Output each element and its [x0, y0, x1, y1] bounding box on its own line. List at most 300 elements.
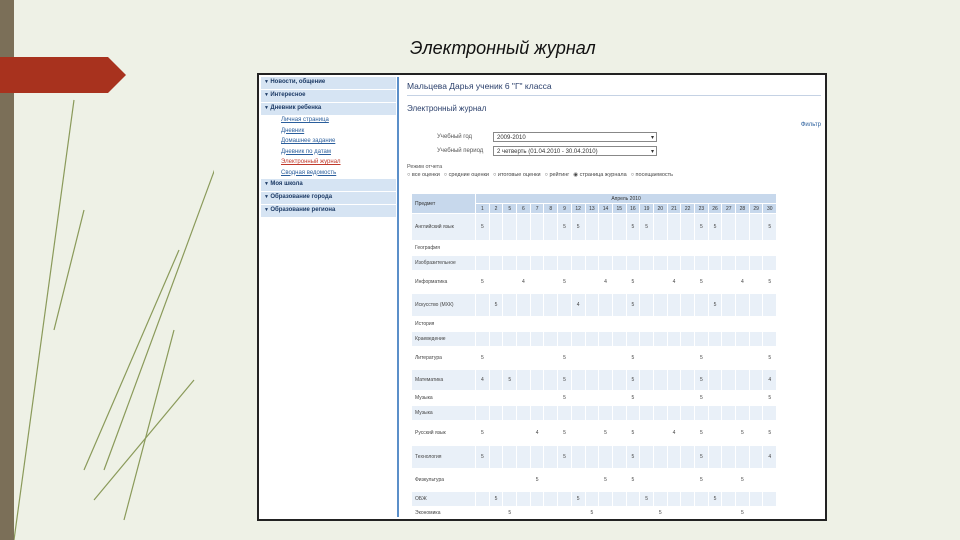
grade-cell	[681, 294, 695, 317]
grade-cell	[489, 347, 503, 370]
day-header-23: 23	[695, 204, 709, 214]
grade-cell[interactable]: 4	[667, 421, 681, 446]
grade-cell	[517, 391, 531, 406]
grade-cell	[476, 317, 490, 332]
grade-cell	[749, 317, 763, 332]
grade-cell	[708, 271, 722, 294]
grade-cell[interactable]: 5	[476, 271, 490, 294]
grade-cell	[626, 507, 640, 520]
mode-radio-2[interactable]: ○ итоговые оценки	[493, 172, 541, 178]
grade-cell	[626, 332, 640, 347]
grade-cell[interactable]: 5	[695, 271, 709, 294]
subject-cell: Искусство (МХК)	[412, 294, 476, 317]
grade-cell[interactable]: 5	[736, 421, 750, 446]
grade-cell	[571, 317, 585, 332]
grade-cell[interactable]: 5	[626, 421, 640, 446]
grade-cell	[544, 332, 558, 347]
grade-cell	[489, 317, 503, 332]
grade-cell	[530, 492, 544, 507]
grade-cell	[708, 241, 722, 256]
grade-cell	[749, 391, 763, 406]
grade-cell[interactable]: 5	[558, 370, 572, 391]
grade-cell	[517, 256, 531, 271]
subject-cell: История	[412, 317, 476, 332]
table-row	[412, 507, 777, 520]
grade-cell[interactable]: 5	[695, 421, 709, 446]
grade-cell	[585, 370, 599, 391]
grade-cell	[558, 492, 572, 507]
grade-cell[interactable]: 5	[695, 391, 709, 406]
grade-cell[interactable]: 5	[476, 446, 490, 469]
grade-cell	[612, 492, 626, 507]
grade-cell	[708, 446, 722, 469]
grade-cell	[503, 241, 517, 256]
grade-cell	[653, 214, 667, 241]
grade-cell	[626, 406, 640, 421]
grade-cell	[612, 294, 626, 317]
day-header-5: 5	[503, 204, 517, 214]
grade-cell	[517, 406, 531, 421]
day-header-6: 6	[517, 204, 531, 214]
grade-cell	[476, 507, 490, 520]
grade-cell	[503, 271, 517, 294]
grade-cell	[681, 507, 695, 520]
table-row	[412, 317, 777, 332]
grade-cell	[599, 214, 613, 241]
grade-cell[interactable]: 5	[736, 469, 750, 492]
grade-cell	[503, 391, 517, 406]
grade-cell	[599, 317, 613, 332]
day-header-16: 16	[626, 204, 640, 214]
grade-cell	[585, 317, 599, 332]
sidebar-divider	[397, 77, 399, 517]
day-header-27: 27	[722, 204, 736, 214]
grade-cell	[667, 446, 681, 469]
grade-cell	[612, 446, 626, 469]
grade-cell	[681, 347, 695, 370]
grade-cell	[763, 469, 777, 492]
mode-radio-5[interactable]: ○ посещаемость	[630, 172, 674, 178]
grade-cell	[503, 492, 517, 507]
grade-cell	[763, 317, 777, 332]
sidebar-section-2[interactable]: ▼ Дневник ребенка	[261, 103, 396, 116]
grade-cell[interactable]: 5	[558, 214, 572, 241]
grade-cell	[612, 214, 626, 241]
grade-cell	[653, 370, 667, 391]
grade-cell[interactable]: 5	[626, 446, 640, 469]
grade-cell[interactable]: 4	[517, 271, 531, 294]
grade-cell	[653, 421, 667, 446]
grade-cell	[722, 469, 736, 492]
subject-cell: Экономика	[412, 507, 476, 520]
grade-cell	[612, 406, 626, 421]
grade-cell	[722, 421, 736, 446]
grade-cell	[530, 214, 544, 241]
grade-cell	[681, 469, 695, 492]
grade-cell	[544, 446, 558, 469]
grade-cell	[722, 271, 736, 294]
grade-cell[interactable]: 5	[530, 469, 544, 492]
grade-cell	[749, 421, 763, 446]
grade-cell[interactable]: 4	[476, 370, 490, 391]
grade-cell[interactable]: 4	[736, 271, 750, 294]
day-header-28: 28	[736, 204, 750, 214]
subject-cell: Музыка	[412, 406, 476, 421]
grade-cell	[749, 492, 763, 507]
subject-cell: Математика	[412, 370, 476, 391]
grade-cell	[653, 241, 667, 256]
grade-cell	[599, 347, 613, 370]
grade-cell	[530, 406, 544, 421]
grade-cell	[667, 317, 681, 332]
grade-cell[interactable]: 5	[599, 469, 613, 492]
grade-cell[interactable]: 5	[708, 492, 722, 507]
grade-cell	[571, 271, 585, 294]
grade-cell	[530, 507, 544, 520]
grade-cell	[517, 492, 531, 507]
year-select[interactable]: 2009-2010 ▾	[493, 132, 657, 142]
mode-radio-0[interactable]: ○ все оценки	[407, 172, 440, 178]
grade-cell	[708, 421, 722, 446]
grade-cell[interactable]: 5	[599, 421, 613, 446]
grade-cell	[571, 241, 585, 256]
day-header-14: 14	[599, 204, 613, 214]
grade-cell	[736, 241, 750, 256]
table-row	[412, 347, 777, 370]
grade-cell	[722, 446, 736, 469]
grade-cell[interactable]: 5	[626, 370, 640, 391]
sidebar-section-9[interactable]: ▼ Моя школа	[261, 179, 396, 192]
sidebar-item-6[interactable]: Дневник по датам	[281, 148, 331, 155]
grade-cell[interactable]: 5	[626, 391, 640, 406]
grade-cell[interactable]: 5	[653, 507, 667, 520]
grade-cell[interactable]: 5	[640, 214, 654, 241]
grade-cell	[517, 214, 531, 241]
grade-cell	[571, 332, 585, 347]
month-header: Апрель 2010	[476, 194, 777, 204]
grade-cell	[476, 469, 490, 492]
grade-cell	[476, 391, 490, 406]
day-header-15: 15	[612, 204, 626, 214]
grade-cell[interactable]: 5	[489, 294, 503, 317]
grade-cell	[585, 241, 599, 256]
grade-cell	[503, 347, 517, 370]
grade-cell	[585, 421, 599, 446]
grade-cell	[763, 507, 777, 520]
grade-cell[interactable]: 5	[626, 294, 640, 317]
grade-cell	[571, 421, 585, 446]
grade-cell	[681, 214, 695, 241]
grade-cell[interactable]: 5	[695, 214, 709, 241]
grade-cell	[599, 446, 613, 469]
grade-cell	[749, 507, 763, 520]
grade-cell[interactable]: 4	[571, 294, 585, 317]
grade-cell	[612, 507, 626, 520]
grade-cell[interactable]: 5	[708, 214, 722, 241]
grade-cell	[517, 294, 531, 317]
table-row	[412, 332, 777, 347]
grade-cell	[544, 317, 558, 332]
grade-cell[interactable]: 5	[626, 214, 640, 241]
grade-cell	[695, 241, 709, 256]
grade-cell	[612, 347, 626, 370]
subject-cell: Краеведение	[412, 332, 476, 347]
grade-cell	[585, 446, 599, 469]
grade-cell	[476, 406, 490, 421]
sidebar-section-1[interactable]: ▼ Интересное	[261, 90, 396, 103]
grade-cell[interactable]: 5	[695, 469, 709, 492]
grade-cell[interactable]: 5	[558, 347, 572, 370]
grade-cell[interactable]: 5	[476, 421, 490, 446]
grade-cell	[489, 421, 503, 446]
grade-cell	[489, 256, 503, 271]
sidebar-section-0[interactable]: ▼ Новости, общение	[261, 77, 396, 90]
grade-cell	[695, 317, 709, 332]
subject-cell: Физкультура	[412, 469, 476, 492]
grade-cell[interactable]: 5	[571, 214, 585, 241]
grade-cell	[558, 332, 572, 347]
grade-cell	[736, 332, 750, 347]
grade-cell	[722, 347, 736, 370]
day-header-30: 30	[763, 204, 777, 214]
grade-cell[interactable]: 5	[571, 492, 585, 507]
sidebar-item-5[interactable]: Домашнее задание	[281, 138, 336, 144]
mode-radio-4[interactable]: ◉ страница журнала	[573, 172, 627, 178]
grade-cell[interactable]: 5	[558, 391, 572, 406]
grade-cell	[558, 317, 572, 332]
grade-cell[interactable]: 4	[763, 446, 777, 469]
grade-cell[interactable]: 5	[708, 294, 722, 317]
grade-cell[interactable]: 5	[763, 347, 777, 370]
grade-cell	[571, 347, 585, 370]
grade-cell	[708, 391, 722, 406]
grade-cell[interactable]: 5	[626, 469, 640, 492]
mode-radio-group	[407, 172, 821, 181]
grade-cell[interactable]: 4	[667, 271, 681, 294]
grade-cell	[667, 241, 681, 256]
grade-cell	[736, 347, 750, 370]
grade-cell	[503, 469, 517, 492]
grade-cell	[585, 391, 599, 406]
grade-cell	[749, 406, 763, 421]
subject-header: Предмет	[412, 194, 476, 214]
day-header-20: 20	[653, 204, 667, 214]
grade-cell[interactable]: 4	[599, 271, 613, 294]
sidebar-section-11[interactable]: ▼ Образование региона	[261, 205, 396, 218]
grade-cell	[695, 332, 709, 347]
period-label: Учебный период	[437, 148, 484, 154]
grade-cell	[722, 332, 736, 347]
grade-cell[interactable]: 5	[585, 507, 599, 520]
grade-cell	[653, 294, 667, 317]
sidebar-item-8[interactable]: Сводная ведомость	[281, 169, 337, 176]
grade-cell	[599, 391, 613, 406]
grade-cell	[489, 507, 503, 520]
grade-cell	[722, 256, 736, 271]
grade-cell	[489, 332, 503, 347]
grade-cell	[503, 214, 517, 241]
grade-cell	[558, 256, 572, 271]
sidebar-item-3[interactable]: Личная страница	[281, 117, 329, 123]
grade-cell	[517, 507, 531, 520]
grade-cell	[544, 469, 558, 492]
grade-cell	[612, 271, 626, 294]
table-row	[412, 256, 777, 271]
grade-cell	[763, 492, 777, 507]
year-row	[407, 132, 821, 144]
grade-cell	[517, 446, 531, 469]
grade-cell	[503, 317, 517, 332]
grade-cell	[695, 256, 709, 271]
grade-cell	[653, 347, 667, 370]
filter-link[interactable]: Фильтр	[800, 122, 821, 128]
grade-cell	[640, 391, 654, 406]
grade-cell	[558, 241, 572, 256]
grade-cell	[749, 241, 763, 256]
table-row	[412, 492, 777, 507]
grade-cell[interactable]: 5	[695, 347, 709, 370]
grade-cell	[530, 391, 544, 406]
grade-cell	[640, 294, 654, 317]
screenshot-frame	[257, 73, 827, 521]
grade-cell	[722, 214, 736, 241]
subject-cell: Музыка	[412, 391, 476, 406]
table-row	[412, 391, 777, 406]
grade-cell	[503, 256, 517, 271]
grade-cell[interactable]: 5	[558, 446, 572, 469]
grade-cell[interactable]: 5	[503, 507, 517, 520]
sidebar-section-10[interactable]: ▼ Образование города	[261, 192, 396, 205]
grade-cell	[695, 294, 709, 317]
grade-cell	[722, 406, 736, 421]
grade-cell	[503, 294, 517, 317]
grade-cell	[736, 492, 750, 507]
grade-cell	[681, 421, 695, 446]
grade-cell[interactable]: 5	[695, 370, 709, 391]
grade-cell	[476, 241, 490, 256]
grade-cell	[640, 256, 654, 271]
subject-cell: ОБЖ	[412, 492, 476, 507]
grade-cell	[640, 370, 654, 391]
grade-cell	[640, 317, 654, 332]
grade-cell	[571, 469, 585, 492]
grade-cell[interactable]: 5	[763, 271, 777, 294]
grade-cell	[585, 332, 599, 347]
mode-radio-1[interactable]: ○ средние оценки	[443, 172, 490, 178]
grade-cell[interactable]: 5	[640, 492, 654, 507]
table-row	[412, 446, 777, 469]
grade-cell	[640, 469, 654, 492]
grade-cell	[681, 446, 695, 469]
grade-cell	[736, 214, 750, 241]
grade-cell[interactable]: 5	[558, 421, 572, 446]
grade-cell[interactable]: 5	[489, 492, 503, 507]
mode-radio-3[interactable]: ○ рейтинг	[544, 172, 570, 178]
grade-cell	[708, 469, 722, 492]
grade-cell	[653, 469, 667, 492]
grade-cell	[667, 406, 681, 421]
table-row	[412, 421, 777, 446]
grade-cell	[544, 214, 558, 241]
grade-cell	[749, 347, 763, 370]
grade-cell	[571, 446, 585, 469]
day-header-12: 12	[571, 204, 585, 214]
grade-cell	[530, 256, 544, 271]
grade-cell	[544, 271, 558, 294]
grade-cell	[585, 214, 599, 241]
grade-cell	[599, 256, 613, 271]
grade-cell	[667, 332, 681, 347]
grade-cell[interactable]: 5	[558, 271, 572, 294]
grade-cell	[612, 241, 626, 256]
grade-cell	[749, 256, 763, 271]
grade-cell	[503, 332, 517, 347]
year-label: Учебный год	[437, 134, 473, 140]
grade-cell	[708, 370, 722, 391]
grade-cell[interactable]: 5	[626, 347, 640, 370]
sidebar-item-7[interactable]: Электронный журнал	[281, 159, 341, 165]
grade-cell[interactable]: 4	[763, 370, 777, 391]
grade-cell	[599, 370, 613, 391]
grade-cell	[599, 507, 613, 520]
grade-cell	[530, 347, 544, 370]
grade-cell	[612, 421, 626, 446]
grade-cell	[530, 271, 544, 294]
grade-cell	[708, 256, 722, 271]
grade-cell	[517, 347, 531, 370]
grade-cell	[722, 370, 736, 391]
grade-cell	[736, 446, 750, 469]
grade-cell	[558, 406, 572, 421]
grade-cell	[489, 469, 503, 492]
grade-cell	[503, 446, 517, 469]
grade-cell	[544, 241, 558, 256]
grade-cell[interactable]: 5	[626, 271, 640, 294]
grade-cell	[489, 446, 503, 469]
grade-cell	[653, 271, 667, 294]
grade-cell[interactable]: 5	[763, 421, 777, 446]
grade-cell	[585, 492, 599, 507]
grade-cell	[763, 294, 777, 317]
grade-cell[interactable]: 5	[476, 214, 490, 241]
grade-cell[interactable]: 5	[476, 347, 490, 370]
period-row	[407, 146, 821, 158]
grade-cell[interactable]: 5	[763, 214, 777, 241]
grade-cell	[489, 370, 503, 391]
grade-cell	[571, 370, 585, 391]
grade-cell[interactable]: 5	[695, 446, 709, 469]
period-select[interactable]: 2 четверть (01.04.2010 - 30.04.2010) ▾	[493, 146, 657, 156]
grade-cell	[599, 332, 613, 347]
grade-cell[interactable]: 5	[503, 370, 517, 391]
grade-cell	[599, 492, 613, 507]
day-header-29: 29	[749, 204, 763, 214]
grade-cell[interactable]: 5	[763, 391, 777, 406]
grade-cell[interactable]: 5	[736, 507, 750, 520]
grade-cell	[585, 271, 599, 294]
grade-cell[interactable]: 4	[530, 421, 544, 446]
day-header-22: 22	[681, 204, 695, 214]
day-header-21: 21	[667, 204, 681, 214]
grade-cell	[585, 294, 599, 317]
grade-cell	[489, 406, 503, 421]
grade-cell	[667, 391, 681, 406]
grade-cell	[667, 469, 681, 492]
sidebar-item-4[interactable]: Дневник	[281, 127, 305, 134]
grade-cell	[489, 271, 503, 294]
grade-cell	[503, 421, 517, 446]
grade-cell	[736, 370, 750, 391]
